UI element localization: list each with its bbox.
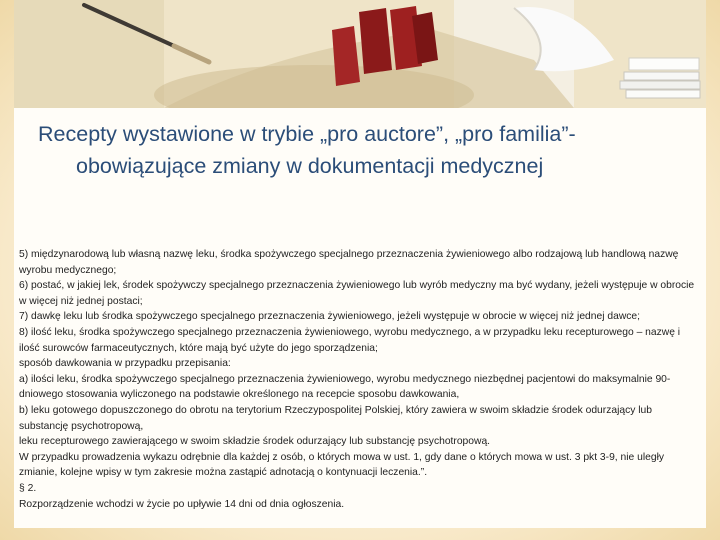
paragraph: sposób dawkowania w przypadku przepisania:: [19, 358, 231, 370]
paragraph: b) leku gotowego dopuszczonego do obrotu na terytorium Rzeczypospolitej Polskiej, który zawiera w swoim składzie środek odurzający lub substancję psychotropową,: [19, 404, 652, 432]
paragraph: leku recepturowego zawierającego w swoim składzie środek odurzający lub substancję psychotropową.: [19, 436, 491, 448]
paragraph: 5) międzynarodową lub własną nazwę leku, środka spożywczego specjalnego przeznaczenia żywieniowego albo rodzajową lub handlową nazwę wyrobu medycznego;: [19, 249, 679, 276]
paragraph: Rozporządzenie wchodzi w życie po upływie 14 dni od dnia ogłoszenia.: [19, 498, 345, 510]
header-banner-image: [14, 0, 706, 108]
paragraph: § 2.: [19, 482, 37, 494]
paragraph: 7) dawkę leku lub środka spożywczego specjalnego przeznaczenia żywieniowego, jeżeli występuje w obrocie w więcej niż jednej dawce;: [19, 311, 641, 323]
paragraph: a) ilości leku, środka spożywczego specjalnego przeznaczenia żywieniowego, wyrobu medycznego niezbędnej pacjentowi do maksymalnie 90-dniowego stosowania wyliczonego na podstawie określonego na recepcie sposobu dawkowania,: [19, 373, 671, 401]
office-photo-illustration: [14, 0, 706, 108]
title-line-1: Recepty wystawione w trybie „pro auctore”, „pro familia”-: [38, 122, 576, 146]
title-line-2: obowiązujące zmiany w dokumentacji medycznej: [76, 154, 544, 178]
paragraph: 6) postać, w jakiej lek, środek spożywczy specjalnego przeznaczenia żywieniowego lub wyrób medyczny ma być wydany, jeżeli występuje w obrocie w więcej niż jednej postaci;: [19, 280, 695, 307]
slide-title: [14, 118, 706, 182]
body-text: [19, 247, 699, 512]
paragraph: 8) ilość leku, środka spożywczego specjalnego przeznaczenia żywieniowego, wyrobu medycznego, a w przypadku leku recepturowego – nazwę i ilość surowców farmaceutycznych, które mają być użyte do jego sporządzenia;: [19, 326, 681, 354]
paragraph: W przypadku prowadzenia wykazu odrębnie dla każdej z osób, o których mowa w ust. 1, gdy dane o których mowa w ust. 3 pkt 3-9, nie uległy zmianie, kolejne wpisy w tym zakresie można zastąpić adnotacją o kontynuacji leczenia.”.: [19, 451, 665, 479]
